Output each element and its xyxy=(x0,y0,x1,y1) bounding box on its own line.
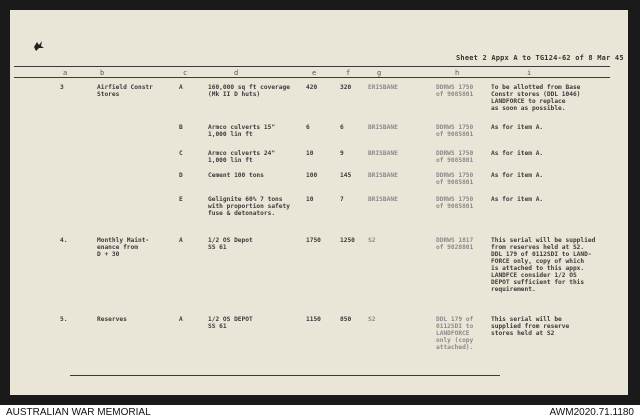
table-cell-g: BRISBANE xyxy=(368,172,398,179)
table-cell-i: This serial will be supplied from reserves held at S2. DDL 179 of 0112SDI to LAND- FORCE only, copy of which is attached to this appx. LANDFCE consider 1/2 OS DEPOT sufficient for this requirement. xyxy=(491,237,596,293)
table-cell-i: As for item A. xyxy=(491,150,544,157)
column-header-a: a xyxy=(63,69,68,77)
table-cell-b: Reserves xyxy=(97,316,127,323)
table-cell-d: 1/2 OS DEPOT SS 61 xyxy=(208,316,253,330)
table-cell-e: 10 xyxy=(306,196,314,203)
column-header-d: d xyxy=(234,69,239,77)
table-cell-d: 1/2 OS Depot SS 61 xyxy=(208,237,253,251)
table-cell-e: 420 xyxy=(306,84,318,91)
table-cell-b: Monthly Maint- enance from D + 30 xyxy=(97,237,150,258)
table-cell-h: DDRWS 1750 of 9085801 xyxy=(436,84,474,98)
sheet-reference: Sheet 2 Appx A to TG124-62 of 8 Mar 45 xyxy=(456,54,624,62)
table-bottom-rule xyxy=(70,375,500,376)
table-cell-a: 5. xyxy=(60,316,68,323)
table-cell-c: C xyxy=(179,150,183,157)
table-cell-c: E xyxy=(179,196,183,203)
column-header-b: b xyxy=(100,69,105,77)
table-cell-e: 1150 xyxy=(306,316,321,323)
table-cell-g: ERISBANE xyxy=(368,84,398,91)
table-cell-i: As for item A. xyxy=(491,196,544,203)
table-cell-g: S2 xyxy=(368,237,376,244)
table-cell-g: BRISBANE xyxy=(368,196,398,203)
table-cell-d: Armco culverts 24" 1,000 lin ft xyxy=(208,150,276,164)
table-cell-c: B xyxy=(179,124,183,131)
table-cell-c: A xyxy=(179,237,183,244)
table-cell-h: DDRWS 1750 of 9085801 xyxy=(436,196,474,210)
table-cell-f: 320 xyxy=(340,84,352,91)
header-rule-top xyxy=(14,66,610,67)
table-cell-d: Cement 100 tons xyxy=(208,172,264,179)
footer-accession-id: AWM2020.71.1180 xyxy=(549,407,634,418)
table-cell-f: 850 xyxy=(340,316,352,323)
footer-archive-name: AUSTRALIAN WAR MEMORIAL xyxy=(6,407,151,418)
table-cell-c: A xyxy=(179,316,183,323)
table-cell-f: 7 xyxy=(340,196,344,203)
table-cell-h: DDRWS 1750 of 9085801 xyxy=(436,172,474,186)
table-cell-d: Gelignite 60% 7 tons with proportion safety fuse & detonators. xyxy=(208,196,290,217)
column-header-i: i xyxy=(527,69,532,77)
column-header-c: c xyxy=(183,69,188,77)
table-cell-h: DDL 179 of 0112SDI to LANDFORCE only (copy attached). xyxy=(436,316,474,351)
table-cell-e: 100 xyxy=(306,172,318,179)
table-cell-e: 10 xyxy=(306,150,314,157)
table-cell-f: 6 xyxy=(340,124,344,131)
ink-blot-mark xyxy=(30,38,46,52)
table-cell-a: 4. xyxy=(60,237,68,244)
header-rule-bottom xyxy=(14,77,610,78)
table-cell-i: As for item A. xyxy=(491,124,544,131)
table-cell-h: DDRWS 1750 of 9085801 xyxy=(436,150,474,164)
table-cell-g: S2 xyxy=(368,316,376,323)
table-cell-e: 6 xyxy=(306,124,310,131)
table-cell-a: 3 xyxy=(60,84,64,91)
table-cell-c: A xyxy=(179,84,183,91)
table-cell-d: Armco culverts 15" 1,000 lin ft xyxy=(208,124,276,138)
table-cell-e: 1750 xyxy=(306,237,321,244)
table-cell-h: DDRWS 1750 of 9085801 xyxy=(436,124,474,138)
column-header-h: h xyxy=(455,69,460,77)
table-cell-g: BRISBANE xyxy=(368,124,398,131)
table-cell-g: BRISBANE xyxy=(368,150,398,157)
table-cell-d: 160,000 sq ft coverage (Mk II D huts) xyxy=(208,84,290,98)
table-cell-i: This serial will be supplied from reserve stores held at S2 xyxy=(491,316,570,337)
table-cell-h: DDRWS 1817 of 9828801 xyxy=(436,237,474,251)
table-cell-b: Airfield Constr Stores xyxy=(97,84,153,98)
table-cell-f: 145 xyxy=(340,172,352,179)
table-cell-i: To be allotted from Base Constr stores (DDL 1046) LANDFORCE to replace as soon as possible. xyxy=(491,84,581,112)
table-cell-f: 1250 xyxy=(340,237,355,244)
table-cell-f: 9 xyxy=(340,150,344,157)
column-header-g: g xyxy=(377,69,382,77)
column-header-f: f xyxy=(346,69,351,77)
column-header-e: e xyxy=(312,69,317,77)
table-cell-c: D xyxy=(179,172,183,179)
table-cell-i: As for item A. xyxy=(491,172,544,179)
